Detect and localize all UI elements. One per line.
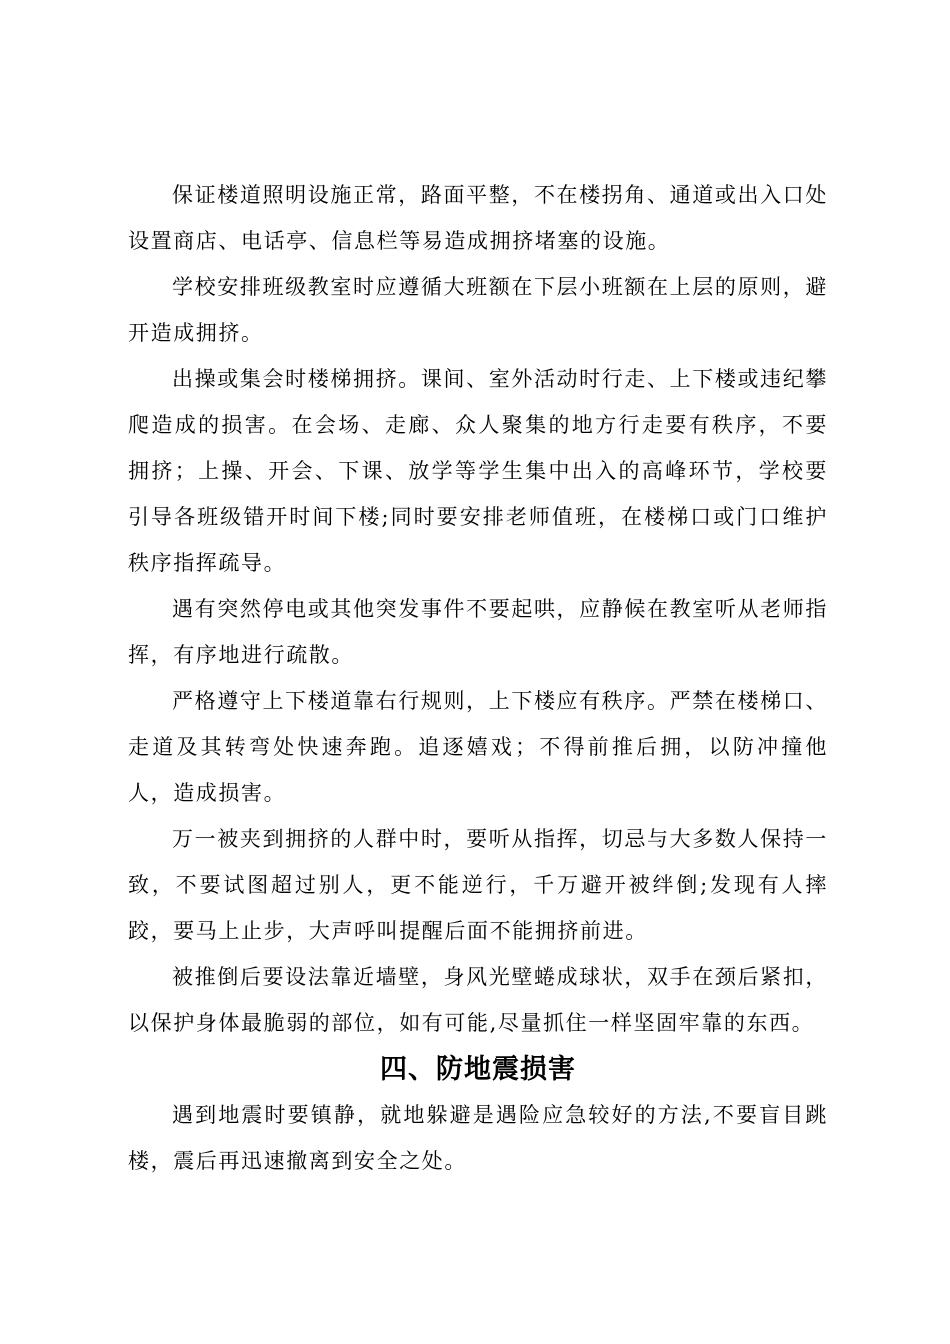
section-heading-earthquake: 四、防地震损害	[380, 1054, 576, 1085]
paragraph-stair-rules: 严格遵守上下楼道靠右行规则，上下楼应有秩序。严禁在楼梯口、走道及其转弯处快速奔跑。追逐嬉戏；不得前推后拥，以防冲撞他人，造成损害。	[128, 689, 828, 805]
paragraph-assembly-crowding: 出操或集会时楼梯拥挤。课间、室外活动时行走、上下楼或违纪攀爬造成的损害。在会场、走廊、众人聚集的地方行走要有秩序，不要拥挤；上操、开会、下课、放学等学生集中出入的高峰环节，学校要引导各班级错开时间下楼;同时要安排老师值班，在楼梯口或门口维护秩序指挥疏导。	[128, 367, 828, 575]
paragraph-classroom-arrangement: 学校安排班级教室时应遵循大班额在下层小班额在上层的原则，避开造成拥挤。	[128, 275, 828, 345]
paragraph-corridor-lighting: 保证楼道照明设施正常，路面平整，不在楼拐角、通道或出入口处设置商店、电话亭、信息栏等易造成拥挤堵塞的设施。	[128, 183, 828, 253]
paragraph-power-outage: 遇有突然停电或其他突发事件不要起哄，应静候在教室听从老师指挥，有序地进行疏散。	[128, 597, 828, 667]
document-body	[128, 172, 828, 1184]
paragraph-caught-in-crowd: 万一被夹到拥挤的人群中时，要听从指挥，切忌与大多数人保持一致，不要试图超过别人，更不能逆行，千万避开被绊倒;发现有人摔跤，要马上止步，大声呼叫提醒后面不能拥挤前进。	[128, 827, 828, 943]
paragraph-pushed-down: 被推倒后要设法靠近墙壁，身风光壁蜷成球状，双手在颈后紧扣，以保护身体最脆弱的部位，如有可能,尽量抓住一样坚固牢靠的东西。	[128, 965, 828, 1035]
paragraph-earthquake-response: 遇到地震时要镇静，就地躲避是遇险应急较好的方法,不要盲目跳楼，震后再迅速撤离到安全之处。	[128, 1103, 828, 1173]
